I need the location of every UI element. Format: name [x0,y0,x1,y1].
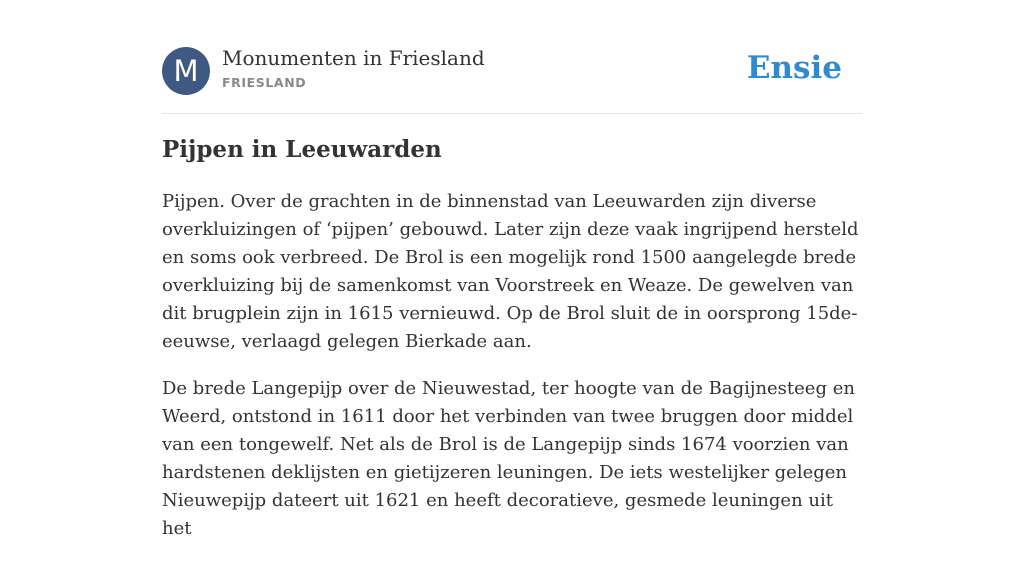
category-title[interactable]: Monumenten in Friesland [222,46,485,70]
article-body [162,188,862,562]
brand-logo[interactable]: Ensie [746,50,842,86]
paragraph: Pijpen. Over de grachten in de binnenstad van Leeuwarden zijn diverse overkluizingen of ‘pijpen’ gebouwd. Later zijn deze vaak ingrijpend hersteld en soms ook verbreed. De Brol is een mogelijk rond 1500 aangelegde brede overkluizing bij de samenkomst van Voorstreek en Weaze. De gewelven van dit brugplein zijn in 1615 vernieuwd. Op de Brol sluit de in oorsprong 15de-eeuwse, verlaagd gelegen Bierkade aan. [162,191,859,352]
category-subtitle[interactable]: FRIESLAND [222,75,307,90]
header [162,46,862,96]
avatar[interactable]: M [162,47,210,95]
page-title: Pijpen in Leeuwarden [162,136,442,163]
divider [162,113,862,114]
paragraph: De brede Langepijp over de Nieuwestad, ter hoogte van de Bagijnesteeg en Weerd, ontstond in 1611 door het verbinden van twee bruggen door middel van een tongewelf. Net als de Brol is de Langepijp sinds 1674 voorzien van hardstenen deklijsten en gietijzeren leuningen. De iets westelijker gelegen Nieuwepijp dateert uit 1621 en heeft decoratieve, gesmede leuningen uit het [162,378,855,539]
